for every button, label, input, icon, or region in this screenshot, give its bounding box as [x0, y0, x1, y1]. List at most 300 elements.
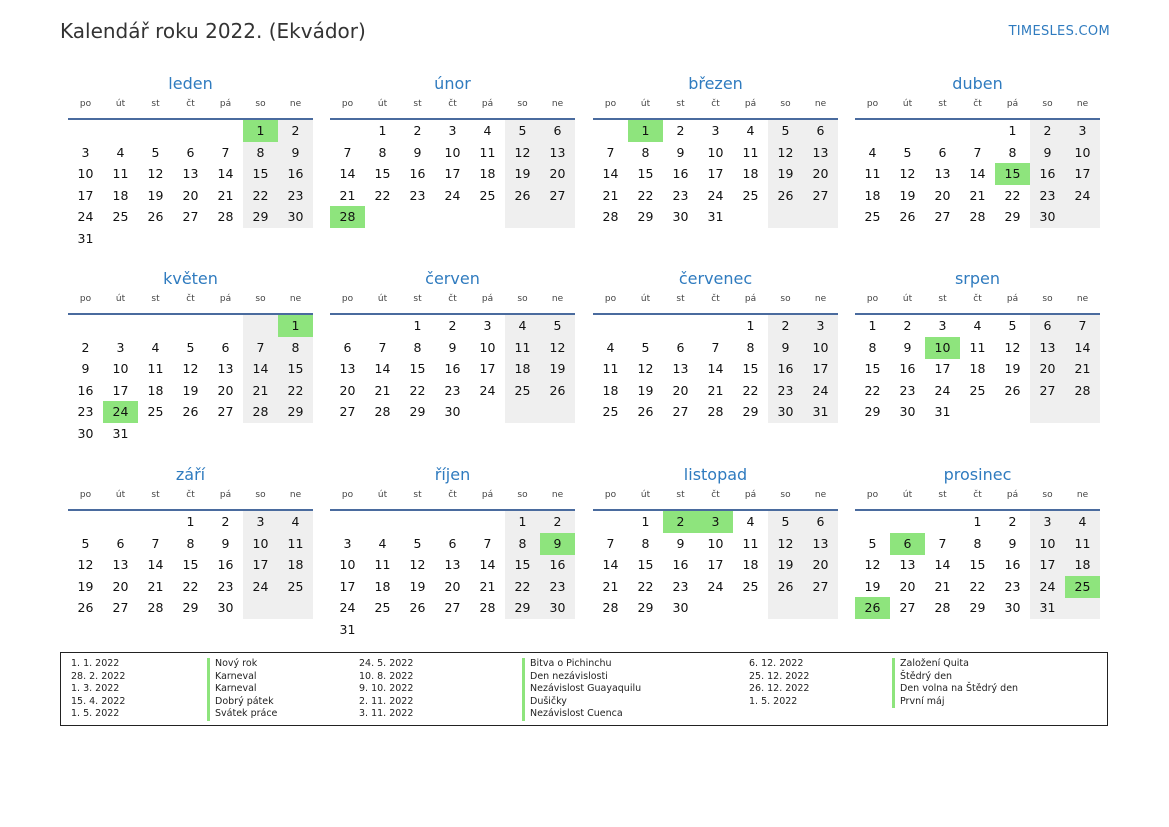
day-cell: 5 — [781, 514, 790, 529]
holiday-name: Založení Quita — [892, 658, 1018, 671]
day-cell: 28 — [934, 600, 951, 616]
day-cell: 22 — [287, 382, 304, 398]
day-cell: 6 — [186, 144, 195, 160]
day-cell: 30 — [1039, 209, 1056, 225]
weekday-label: ne — [289, 490, 302, 500]
day-cell: 5 — [1008, 318, 1017, 333]
holiday-day-cell: 15 — [995, 163, 1030, 185]
day-cell: 14 — [479, 557, 496, 573]
day-cell: 23 — [444, 382, 461, 398]
day-cell: 5 — [151, 144, 160, 160]
weekday-label: po — [866, 294, 879, 304]
day-cell: 17 — [77, 187, 94, 203]
day-cell: 26 — [777, 187, 794, 203]
weekday-label: pá — [481, 490, 494, 500]
holiday-date: 25. 12. 2022 — [749, 670, 810, 682]
day-cell: 19 — [864, 578, 881, 594]
day-cell: 30 — [777, 404, 794, 420]
day-cell: 16 — [287, 166, 304, 182]
weekday-label: pá — [481, 99, 494, 109]
legend-names-column — [892, 658, 1018, 708]
day-cell: 30 — [444, 404, 461, 420]
weekday-label: ne — [551, 294, 564, 304]
day-cell: 21 — [374, 382, 391, 398]
day-cell: 10 — [1039, 535, 1056, 551]
day-cell: 16 — [1039, 166, 1056, 182]
weekday-label: so — [780, 490, 791, 500]
day-cell: 7 — [483, 535, 492, 551]
weekday-label: út — [115, 99, 126, 109]
day-cell: 28 — [707, 404, 724, 420]
day-cell: 16 — [444, 361, 461, 377]
holiday-date: 1. 3. 2022 — [71, 683, 120, 695]
day-cell: 20 — [112, 578, 129, 594]
day-cell: 8 — [746, 339, 755, 355]
day-cell: 27 — [217, 404, 234, 420]
holiday-name: Nezávislost Cuenca — [522, 708, 641, 721]
day-cell: 12 — [514, 144, 531, 160]
day-cell: 19 — [514, 166, 531, 182]
day-cell: 29 — [742, 404, 759, 420]
day-cell: 5 — [413, 535, 422, 551]
day-cell: 14 — [339, 166, 356, 182]
weekday-label: ne — [289, 294, 302, 304]
day-cell: 9 — [676, 144, 685, 160]
day-cell: 10 — [479, 339, 496, 355]
day-cell: 8 — [256, 144, 265, 160]
day-cell: 28 — [1074, 382, 1091, 398]
weekday-label: st — [676, 294, 685, 304]
day-cell: 5 — [186, 339, 195, 355]
day-cell: 1 — [413, 318, 422, 333]
day-cell: 25 — [864, 209, 881, 225]
day-cell: 28 — [374, 404, 391, 420]
weekday-label: ne — [1076, 99, 1089, 109]
holiday-name: Den volna na Štědrý den — [892, 683, 1018, 696]
day-cell: 12 — [777, 144, 794, 160]
day-cell: 24 — [77, 209, 94, 225]
day-cell: 14 — [1074, 339, 1091, 355]
weekday-label: ne — [1076, 490, 1089, 500]
day-cell: 27 — [549, 187, 566, 203]
weekday-label: čt — [186, 294, 195, 304]
day-cell: 11 — [374, 557, 391, 573]
day-cell: 9 — [448, 339, 457, 355]
weekday-label: st — [151, 490, 160, 500]
holiday-name: Dobrý pátek — [207, 696, 277, 709]
day-cell: 31 — [812, 404, 829, 420]
day-cell: 30 — [1004, 600, 1021, 616]
day-cell: 7 — [151, 535, 160, 551]
holiday-day-cell: 10 — [925, 337, 960, 359]
day-cell: 19 — [899, 187, 916, 203]
day-cell: 26 — [899, 209, 916, 225]
day-cell: 8 — [291, 339, 300, 355]
day-cell: 19 — [777, 557, 794, 573]
day-cell: 31 — [77, 231, 94, 246]
day-cell: 14 — [147, 557, 164, 573]
day-cell: 5 — [641, 339, 650, 355]
day-cell: 22 — [252, 187, 269, 203]
weekday-label: po — [866, 99, 879, 109]
day-cell: 23 — [409, 187, 426, 203]
day-cell: 15 — [374, 166, 391, 182]
day-cell: 9 — [903, 339, 912, 355]
weekday-label: ne — [289, 99, 302, 109]
weekday-label: so — [517, 294, 528, 304]
day-cell: 4 — [116, 144, 125, 160]
day-cell: 1 — [641, 514, 650, 529]
day-cell: 2 — [553, 514, 562, 529]
day-cell: 11 — [112, 166, 129, 182]
weekday-label: út — [640, 490, 651, 500]
holiday-name: Karneval — [207, 671, 277, 684]
day-cell: 15 — [969, 557, 986, 573]
holiday-date: 15. 4. 2022 — [71, 695, 126, 707]
day-cell: 20 — [672, 382, 689, 398]
day-cell: 11 — [742, 535, 759, 551]
holiday-name: Den nezávislosti — [522, 671, 641, 684]
day-cell: 24 — [444, 187, 461, 203]
weekday-label: čt — [711, 490, 720, 500]
day-cell: 16 — [899, 361, 916, 377]
day-cell: 21 — [217, 187, 234, 203]
day-cell: 26 — [409, 600, 426, 616]
holiday-name: Dušičky — [522, 696, 641, 709]
day-cell: 31 — [112, 426, 129, 441]
day-cell: 11 — [514, 339, 531, 355]
weekday-label: út — [377, 99, 388, 109]
day-cell: 15 — [742, 361, 759, 377]
day-cell: 25 — [147, 404, 164, 420]
day-cell: 7 — [938, 535, 947, 551]
day-cell: 6 — [676, 339, 685, 355]
day-cell: 30 — [217, 600, 234, 616]
day-cell: 17 — [707, 557, 724, 573]
day-cell: 5 — [553, 318, 562, 333]
day-cell: 29 — [637, 600, 654, 616]
day-cell: 1 — [868, 318, 877, 333]
holiday-day-cell: 25 — [1065, 576, 1100, 598]
month-name: duben — [952, 74, 1003, 93]
day-cell: 3 — [343, 535, 352, 551]
day-cell: 15 — [514, 557, 531, 573]
day-cell: 3 — [938, 318, 947, 333]
day-cell: 11 — [479, 144, 496, 160]
day-cell: 22 — [374, 187, 391, 203]
day-cell: 9 — [1043, 144, 1052, 160]
weekday-label: ne — [551, 99, 564, 109]
day-cell: 9 — [413, 144, 422, 160]
day-cell: 22 — [514, 578, 531, 594]
day-cell: 13 — [112, 557, 129, 573]
day-cell: 16 — [77, 382, 94, 398]
holiday-name: Svátek práce — [207, 708, 277, 721]
day-cell: 20 — [182, 187, 199, 203]
day-cell: 3 — [1078, 123, 1087, 138]
day-cell: 20 — [934, 187, 951, 203]
day-cell: 19 — [77, 578, 94, 594]
day-cell: 26 — [514, 187, 531, 203]
weekday-label: út — [902, 490, 913, 500]
day-cell: 28 — [252, 404, 269, 420]
weekday-label: čt — [973, 490, 982, 500]
day-cell: 11 — [969, 339, 986, 355]
day-cell: 17 — [339, 578, 356, 594]
weekday-label: ne — [551, 490, 564, 500]
day-cell: 4 — [1078, 514, 1087, 529]
day-cell: 20 — [549, 166, 566, 182]
weekday-label: út — [115, 294, 126, 304]
holiday-name: Nový rok — [207, 658, 277, 671]
day-cell: 29 — [1004, 209, 1021, 225]
day-cell: 26 — [77, 600, 94, 616]
day-cell: 8 — [413, 339, 422, 355]
day-cell: 8 — [1008, 144, 1017, 160]
weekday-label: út — [640, 99, 651, 109]
day-cell: 21 — [602, 578, 619, 594]
day-cell: 15 — [182, 557, 199, 573]
day-cell: 30 — [549, 600, 566, 616]
weekday-label: so — [255, 294, 266, 304]
weekday-label: čt — [711, 294, 720, 304]
day-cell: 11 — [287, 535, 304, 551]
day-cell: 27 — [934, 209, 951, 225]
day-cell: 22 — [637, 578, 654, 594]
day-cell: 11 — [147, 361, 164, 377]
day-cell: 5 — [518, 123, 527, 138]
day-cell: 24 — [252, 578, 269, 594]
day-cell: 23 — [217, 578, 234, 594]
day-cell: 17 — [707, 166, 724, 182]
day-cell: 18 — [112, 187, 129, 203]
holiday-name: Nezávislost Guayaquilu — [522, 683, 641, 696]
weekday-label: st — [413, 99, 422, 109]
day-cell: 21 — [339, 187, 356, 203]
day-cell: 21 — [1074, 361, 1091, 377]
day-cell: 21 — [969, 187, 986, 203]
day-cell: 22 — [409, 382, 426, 398]
day-cell: 20 — [217, 382, 234, 398]
day-cell: 9 — [781, 339, 790, 355]
day-cell: 11 — [602, 361, 619, 377]
day-cell: 19 — [409, 578, 426, 594]
day-cell: 10 — [812, 339, 829, 355]
day-cell: 11 — [1074, 535, 1091, 551]
weekday-label: pá — [1006, 490, 1019, 500]
day-cell: 1 — [973, 514, 982, 529]
weekday-label: út — [377, 294, 388, 304]
day-cell: 19 — [147, 187, 164, 203]
day-cell: 23 — [672, 187, 689, 203]
day-cell: 16 — [777, 361, 794, 377]
day-cell: 8 — [186, 535, 195, 551]
day-cell: 2 — [676, 123, 685, 138]
day-cell: 11 — [864, 166, 881, 182]
day-cell: 20 — [339, 382, 356, 398]
day-cell: 1 — [1008, 123, 1017, 138]
day-cell: 23 — [77, 404, 94, 420]
weekday-label: po — [341, 99, 354, 109]
day-cell: 6 — [116, 535, 125, 551]
holiday-day-cell: 1 — [278, 315, 313, 337]
weekday-label: st — [938, 99, 947, 109]
day-cell: 4 — [483, 123, 492, 138]
day-cell: 7 — [1078, 318, 1087, 333]
weekday-label: čt — [973, 294, 982, 304]
weekday-label: po — [79, 99, 92, 109]
day-cell: 21 — [602, 187, 619, 203]
day-cell: 19 — [777, 166, 794, 182]
day-cell: 13 — [1039, 339, 1056, 355]
day-cell: 2 — [1008, 514, 1017, 529]
day-cell: 8 — [868, 339, 877, 355]
day-cell: 12 — [77, 557, 94, 573]
day-cell: 14 — [602, 166, 619, 182]
weekday-label: ne — [814, 490, 827, 500]
day-cell: 25 — [112, 209, 129, 225]
weekday-label: ne — [814, 99, 827, 109]
day-cell: 4 — [378, 535, 387, 551]
weekday-label: ne — [1076, 294, 1089, 304]
weekday-label: pá — [744, 490, 757, 500]
month-name: srpen — [954, 269, 1001, 288]
weekday-label: pá — [481, 294, 494, 304]
day-cell: 16 — [672, 557, 689, 573]
day-cell: 24 — [707, 187, 724, 203]
day-cell: 11 — [742, 144, 759, 160]
day-cell: 31 — [934, 404, 951, 420]
day-cell: 10 — [77, 166, 94, 182]
day-cell: 22 — [969, 578, 986, 594]
day-cell: 9 — [291, 144, 300, 160]
day-cell: 17 — [112, 382, 129, 398]
month-name: říjen — [434, 465, 471, 484]
day-cell: 27 — [182, 209, 199, 225]
holiday-date: 24. 5. 2022 — [359, 658, 414, 669]
month-name: červen — [425, 269, 480, 288]
day-cell: 18 — [742, 166, 759, 182]
day-cell: 29 — [252, 209, 269, 225]
day-cell: 17 — [444, 166, 461, 182]
weekday-label: čt — [186, 490, 195, 500]
weekday-label: ne — [814, 294, 827, 304]
day-cell: 26 — [777, 578, 794, 594]
day-cell: 6 — [553, 123, 562, 138]
weekday-label: so — [255, 490, 266, 500]
weekday-label: út — [640, 294, 651, 304]
day-cell: 27 — [444, 600, 461, 616]
weekday-label: so — [780, 294, 791, 304]
day-cell: 31 — [707, 209, 724, 225]
day-cell: 26 — [637, 404, 654, 420]
day-cell: 2 — [81, 339, 90, 355]
weekday-label: pá — [744, 99, 757, 109]
day-cell: 18 — [287, 557, 304, 573]
day-cell: 13 — [444, 557, 461, 573]
day-cell: 1 — [518, 514, 527, 529]
day-cell: 15 — [409, 361, 426, 377]
day-cell: 23 — [287, 187, 304, 203]
weekday-label: po — [604, 99, 617, 109]
weekday-label: so — [780, 99, 791, 109]
day-cell: 1 — [746, 318, 755, 333]
day-cell: 27 — [812, 578, 829, 594]
day-cell: 3 — [1043, 514, 1052, 529]
day-cell: 21 — [479, 578, 496, 594]
day-cell: 14 — [252, 361, 269, 377]
day-cell: 10 — [444, 144, 461, 160]
day-cell: 4 — [973, 318, 982, 333]
holiday-day-cell: 1 — [243, 120, 278, 142]
day-cell: 16 — [672, 166, 689, 182]
day-cell: 10 — [707, 535, 724, 551]
holiday-date: 6. 12. 2022 — [749, 658, 804, 669]
day-cell: 10 — [707, 144, 724, 160]
day-cell: 27 — [339, 404, 356, 420]
day-cell: 23 — [1039, 187, 1056, 203]
day-cell: 4 — [151, 339, 160, 355]
day-cell: 14 — [374, 361, 391, 377]
day-cell: 18 — [864, 187, 881, 203]
day-cell: 16 — [409, 166, 426, 182]
weekday-label: pá — [1006, 294, 1019, 304]
weekday-label: po — [341, 294, 354, 304]
day-cell: 6 — [816, 123, 825, 138]
weekday-label: st — [938, 490, 947, 500]
brand-link[interactable]: TIMESLES.COM — [1008, 24, 1110, 39]
weekday-label: so — [1042, 99, 1053, 109]
day-cell: 15 — [637, 166, 654, 182]
day-cell: 16 — [217, 557, 234, 573]
day-cell: 7 — [606, 535, 615, 551]
weekday-label: po — [604, 294, 617, 304]
day-cell: 8 — [518, 535, 527, 551]
day-cell: 22 — [742, 382, 759, 398]
day-cell: 21 — [252, 382, 269, 398]
day-cell: 30 — [899, 404, 916, 420]
day-cell: 7 — [378, 339, 387, 355]
day-cell: 18 — [602, 382, 619, 398]
day-cell: 21 — [934, 578, 951, 594]
day-cell: 20 — [812, 557, 829, 573]
day-cell: 12 — [637, 361, 654, 377]
day-cell: 1 — [378, 123, 387, 138]
day-cell: 28 — [602, 209, 619, 225]
day-cell: 15 — [637, 557, 654, 573]
day-cell: 26 — [147, 209, 164, 225]
day-cell: 17 — [812, 361, 829, 377]
day-cell: 6 — [221, 339, 230, 355]
day-cell: 14 — [217, 166, 234, 182]
day-cell: 30 — [672, 209, 689, 225]
day-cell: 12 — [1004, 339, 1021, 355]
day-cell: 17 — [1039, 557, 1056, 573]
day-cell: 27 — [672, 404, 689, 420]
holiday-day-cell: 26 — [855, 597, 890, 619]
day-cell: 13 — [217, 361, 234, 377]
month-name: únor — [434, 74, 471, 93]
day-cell: 27 — [1039, 382, 1056, 398]
day-cell: 25 — [479, 187, 496, 203]
day-cell: 15 — [287, 361, 304, 377]
holiday-day-cell: 9 — [540, 533, 575, 555]
day-cell: 9 — [1008, 535, 1017, 551]
day-cell: 4 — [746, 123, 755, 138]
day-cell: 8 — [973, 535, 982, 551]
day-cell: 3 — [116, 339, 125, 355]
day-cell: 13 — [812, 144, 829, 160]
